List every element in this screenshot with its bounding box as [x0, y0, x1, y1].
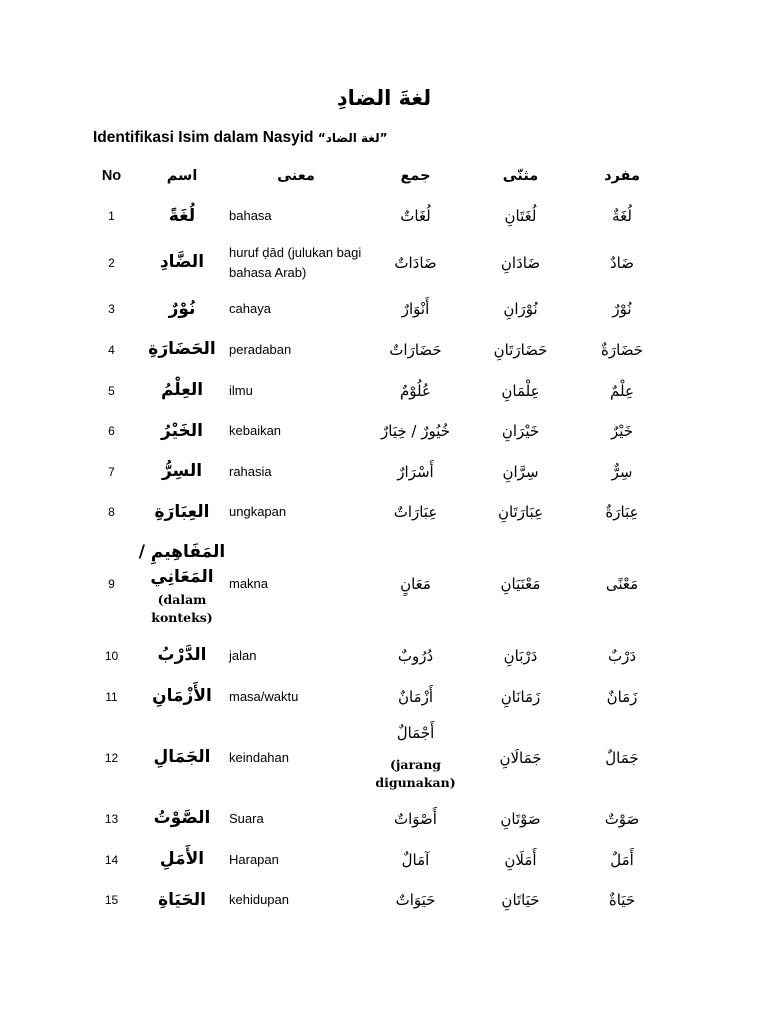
header-mufrad: مفرد: [604, 168, 640, 184]
cell-mufrad: سِرٌّ: [611, 462, 633, 481]
cell-ism: [135, 492, 229, 532]
cell-makna: huruf ḍād (julukan bagi bahasa Arab): [229, 244, 362, 280]
cell-ism: [135, 532, 229, 635]
cell-jamak: [363, 798, 468, 839]
table-row: [88, 236, 671, 289]
cell-mutsanna: نُوْرَانِ: [503, 300, 538, 318]
cell-makna: makna: [229, 575, 269, 591]
cell-ism: [135, 196, 229, 236]
ism-text: الحَضَارَةِ: [148, 339, 216, 360]
table-row: [88, 532, 671, 635]
cell-makna: kebaikan: [229, 423, 282, 438]
cell-ism: [135, 635, 229, 676]
cell-ism: [135, 880, 229, 920]
cell-jamak: [363, 451, 468, 492]
cell-no: 5: [108, 383, 115, 398]
cell-no: 10: [104, 648, 119, 663]
table-row: [88, 839, 671, 880]
cell-no: 14: [104, 852, 119, 867]
cell-ism: [135, 451, 229, 492]
table-header-row: [88, 156, 671, 196]
cell-jamak: [363, 196, 468, 236]
cell-mutsanna: جَمَالَانِ: [499, 748, 542, 767]
cell-makna: ilmu: [229, 382, 253, 398]
cell-mutsanna: لُغَتَانِ: [504, 207, 537, 225]
ism-text: الضَّادِ: [159, 252, 205, 273]
cell-mutsanna: خَيْرَانِ: [501, 422, 540, 440]
table-row: [88, 370, 671, 411]
subtitle-arabic: “لغة الضاد”: [317, 131, 388, 145]
cell-mufrad: نُوْرٌ: [612, 300, 632, 318]
jamak-text: أَصْوَاتٌ: [394, 809, 437, 828]
ism-text: السِرُّ: [161, 461, 203, 482]
page-title: لغةَ الضادِ: [336, 86, 432, 110]
cell-jamak: [363, 880, 468, 920]
cell-no: 4: [108, 342, 115, 357]
cell-mufrad: عِلْمٌ: [610, 381, 634, 400]
cell-mutsanna: زَمَانَانِ: [500, 687, 541, 706]
table-row: [88, 492, 671, 532]
cell-no: 3: [108, 302, 115, 316]
table-row: [88, 196, 671, 236]
cell-jamak: [363, 839, 468, 880]
cell-no: 2: [108, 255, 115, 270]
ism-text: العِلْمُ: [160, 380, 204, 401]
table-row: [88, 798, 671, 839]
cell-jamak: [363, 411, 468, 451]
ism-text: المَفَاهِيمِ / المَعَانِي: [138, 541, 226, 587]
table-row: [88, 451, 671, 492]
cell-mufrad: زَمَانٌ: [606, 687, 638, 706]
ism-text: لُغَةً: [168, 205, 196, 226]
cell-mutsanna: سِرَّانِ: [502, 462, 539, 481]
cell-no: 7: [108, 464, 115, 479]
ism-text: الخَيْرُ: [161, 420, 203, 441]
table-row: [88, 717, 671, 798]
cell-mufrad: لُغَةٌ: [612, 207, 632, 225]
jamak-text: حَيَوَاتٌ: [395, 891, 436, 909]
cell-mufrad: دَرْبٌ: [607, 646, 637, 665]
jamak-text: أَزْمَانٌ: [397, 687, 434, 706]
cell-ism: [135, 370, 229, 411]
cell-ism: [135, 289, 229, 329]
cell-no: 1: [108, 209, 115, 223]
cell-no: 9: [108, 576, 115, 591]
cell-makna: rahasia: [229, 463, 272, 479]
cell-ism: [135, 411, 229, 451]
header-mutsanna: مثنّى: [502, 168, 539, 184]
cell-mufrad: أَمَلٌ: [610, 850, 634, 869]
cell-jamak: [363, 370, 468, 411]
cell-ism: [135, 798, 229, 839]
cell-mufrad: حَضَارَةٌ: [601, 340, 643, 359]
cell-mutsanna: أَمَلَانِ: [504, 850, 537, 869]
cell-jamak: [363, 236, 468, 289]
table-row: [88, 411, 671, 451]
cell-makna: masa/waktu: [229, 688, 299, 704]
jamak-text: مَعَانٍ: [400, 574, 431, 593]
cell-makna: Harapan: [229, 851, 279, 867]
header-makna: معنى: [277, 168, 315, 184]
subtitle-latin: Identifikasi Isim dalam Nasyid: [93, 129, 318, 146]
cell-makna: kehidupan: [229, 892, 289, 907]
jamak-text: ضَادَاتٌ: [394, 253, 437, 272]
cell-no: 12: [104, 750, 119, 765]
table-body: [88, 196, 671, 920]
jamak-text: خُيُورٌ / خِيَارٌ: [381, 422, 450, 440]
header-ism: اسم: [166, 168, 198, 184]
jamak-text: أَسْرَارٌ: [397, 462, 434, 481]
cell-makna: bahasa: [229, 208, 272, 223]
jamak-text: أَنْوَارٌ: [401, 300, 430, 318]
cell-ism: [135, 839, 229, 880]
cell-jamak: [363, 492, 468, 532]
ism-text: الصَّوْتُ: [153, 808, 211, 829]
cell-no: 11: [105, 689, 118, 704]
jamak-text: عِبَارَاتٌ: [393, 503, 438, 521]
cell-mutsanna: عِلْمَانِ: [501, 381, 540, 400]
jamak-text: لُغَاتٌ: [400, 207, 431, 225]
cell-makna: keindahan: [229, 749, 289, 765]
cell-no: 8: [108, 505, 115, 519]
cell-ism: [135, 676, 229, 717]
ism-text: الأَزْمَانِ: [152, 686, 212, 707]
jamak-text: آمَالٌ: [401, 850, 430, 869]
cell-mufrad: ضَادٌ: [610, 253, 634, 272]
jamak-text: عُلُوْمٌ: [400, 381, 431, 400]
cell-mufrad: جَمَالٌ: [605, 748, 639, 767]
cell-mutsanna: حَيَاتَانِ: [501, 891, 540, 909]
cell-makna: cahaya: [229, 301, 271, 316]
cell-mutsanna: دَرْبَانِ: [503, 646, 538, 665]
cell-makna: ungkapan: [229, 504, 287, 519]
cell-jamak: [363, 676, 468, 717]
cell-no: 6: [108, 424, 115, 438]
cell-no: 15: [104, 893, 119, 907]
jamak-note: (jarang digunakan): [375, 756, 456, 790]
cell-makna: peradaban: [229, 341, 292, 357]
table-row: [88, 880, 671, 920]
cell-mufrad: مَعْنًى: [605, 574, 639, 593]
cell-mutsanna: ضَادَانِ: [500, 253, 541, 272]
cell-ism: [135, 329, 229, 370]
isim-table: [88, 156, 671, 920]
cell-jamak: [363, 289, 468, 329]
header-jamak: جمع: [400, 168, 431, 184]
page-subtitle: [93, 129, 387, 147]
ism-text: الدَّرْبُ: [157, 645, 207, 666]
ism-text: الحَيَاةِ: [158, 889, 206, 910]
ism-text: الأَمَلِ: [159, 849, 205, 870]
cell-mutsanna: حَضَارَتَانِ: [493, 340, 548, 359]
jamak-text: حَضَارَاتٌ: [389, 340, 442, 359]
table-row: [88, 289, 671, 329]
cell-mufrad: صَوْتٌ: [604, 809, 640, 828]
cell-jamak: [363, 532, 468, 635]
cell-jamak: [363, 635, 468, 676]
cell-mutsanna: مَعْنَيَانِ: [500, 574, 541, 593]
cell-ism: [135, 236, 229, 289]
cell-makna: jalan: [229, 647, 257, 663]
header-no: No: [101, 168, 122, 184]
ism-text: نُوْرٌ: [168, 298, 196, 319]
ism-text: العِبَارَةِ: [154, 501, 210, 522]
table-row: [88, 635, 671, 676]
jamak-text: أَجْمَالٌ: [396, 723, 435, 742]
cell-mufrad: عِبَارَةٌ: [605, 503, 639, 521]
cell-mufrad: خَيْرٌ: [610, 422, 634, 440]
ism-text: الجَمَالِ: [153, 747, 211, 768]
ism-note: (dalam konteks): [151, 592, 213, 626]
table-row: [88, 329, 671, 370]
cell-jamak: [363, 717, 468, 798]
cell-mufrad: حَيَاةٌ: [608, 891, 636, 909]
cell-jamak: [363, 329, 468, 370]
cell-mutsanna: صَوْتَانِ: [500, 809, 541, 828]
cell-makna: Suara: [229, 810, 264, 826]
cell-mutsanna: عِبَارَتَانِ: [497, 503, 544, 521]
jamak-text: دُرُوبٌ: [397, 646, 434, 665]
cell-ism: [135, 717, 229, 798]
cell-no: 13: [104, 811, 119, 826]
table-row: [88, 676, 671, 717]
